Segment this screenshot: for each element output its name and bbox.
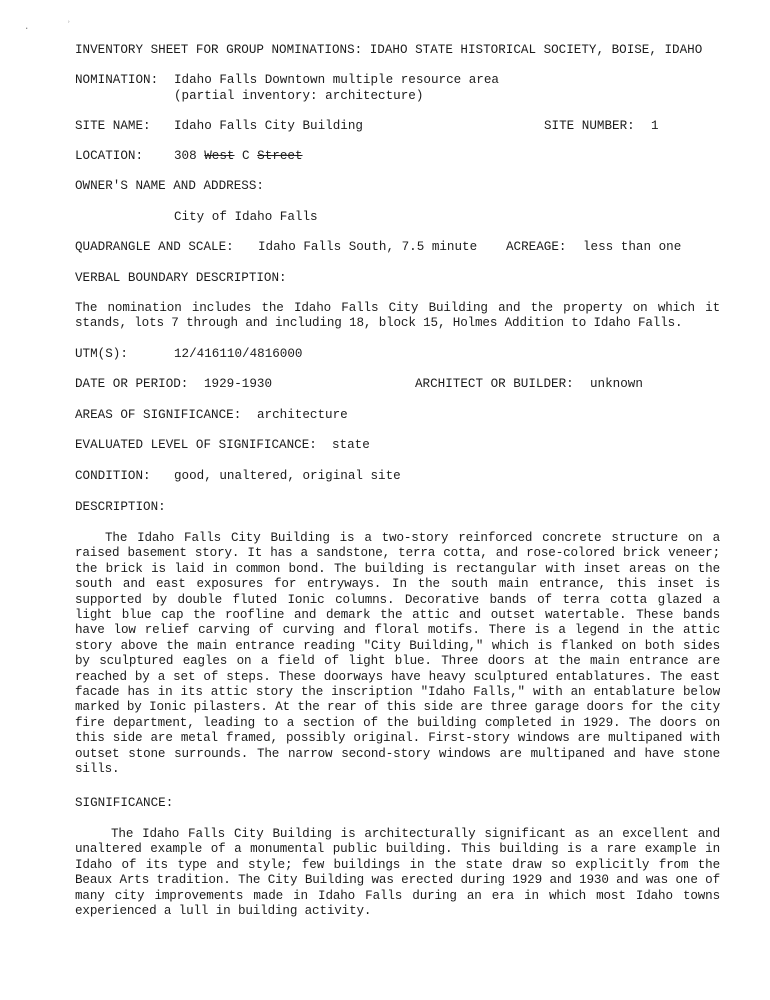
site-name-label: SITE NAME: bbox=[75, 119, 151, 133]
description-body: The Idaho Falls City Building is a two-story reinforced concrete structure on a raised basement story. It has a sandstone, terra cotta, and rose-colored brick veneer; the brick is laid in common bond. The building is rectangular with inset areas on the south and east exposures for entryways. In the south main entrance, this inset is supported by double fluted Ionic columns. Decorative bands of terra cotta glazed a light blue cap the roofline and demark the attic and outset watertable. These bands have low relief carving of curving and floral motifs. There is a legend in the attic story above the main entrance reading "City Building," which is flanked on both sides by sculptured eagles on a field of light blue. Three doors at the main entrance are reached by a set of steps. These doorways have heavy sculptured entablatures. The east facade has in its attic story the inscription "Idaho Falls," with an entablature below marked by Ionic pilasters. At the rear of this side are three garage doors for the city fire department, leading to a section of the building completed in 1929. The doors on this side are metal framed, possibly original. First-story windows are multipaned with outset stone surrounds. The narrow second-story windows are multipaned and have stone sills. bbox=[75, 531, 720, 777]
site-number-value: 1 bbox=[651, 119, 659, 133]
scan-mark: ˒ bbox=[66, 16, 72, 26]
location-label: LOCATION: bbox=[75, 149, 144, 163]
areas-value: architecture bbox=[257, 408, 348, 422]
scan-mark: · bbox=[24, 24, 30, 34]
acreage-label: ACREAGE: bbox=[506, 240, 567, 254]
architect-value: unknown bbox=[590, 377, 643, 391]
owner-label: OWNER'S NAME AND ADDRESS: bbox=[75, 179, 264, 193]
description-text bbox=[75, 531, 720, 778]
utm-label: UTM(S): bbox=[75, 347, 128, 361]
condition-value: good, unaltered, original site bbox=[174, 469, 401, 483]
location-value bbox=[174, 149, 303, 164]
quadrangle-value: Idaho Falls South, 7.5 minute bbox=[258, 240, 478, 254]
nomination-value-line2: (partial inventory: architecture) bbox=[174, 89, 424, 103]
boundary-label: VERBAL BOUNDARY DESCRIPTION: bbox=[75, 271, 287, 285]
site-name-value: Idaho Falls City Building bbox=[174, 119, 363, 133]
boundary-text: The nomination includes the Idaho Falls City Building and the property on which it stands, lots 7 through and including 18, block 15, Holmes Addition to Idaho Falls. bbox=[75, 301, 720, 331]
document-title: INVENTORY SHEET FOR GROUP NOMINATIONS: IDAHO STATE HISTORICAL SOCIETY, BOISE, IDAHO bbox=[75, 43, 703, 57]
utm-value: 12/416110/4816000 bbox=[174, 347, 303, 361]
evaluated-value: state bbox=[332, 438, 370, 452]
areas-label: AREAS OF SIGNIFICANCE: bbox=[75, 408, 242, 422]
significance-label: SIGNIFICANCE: bbox=[75, 796, 174, 810]
location-number: 308 bbox=[174, 149, 197, 163]
evaluated-label: EVALUATED LEVEL OF SIGNIFICANCE: bbox=[75, 438, 317, 452]
location-street: Street bbox=[257, 149, 303, 163]
description-label: DESCRIPTION: bbox=[75, 500, 166, 514]
nomination-label: NOMINATION: bbox=[75, 73, 159, 87]
owner-value: City of Idaho Falls bbox=[174, 210, 318, 224]
significance-body: The Idaho Falls City Building is architecturally significant as an excellent and unaltered example of a monumental public building. This building is a rare example in Idaho of its type and style; few buildings in the state draw so explicitly from the Beaux Arts tradition. The City Building was erected during 1929 and 1930 and was one of many city improvements made in Idaho Falls during an era in which most Idaho towns experienced a lull in building activity. bbox=[75, 827, 720, 919]
quadrangle-label: QUADRANGLE AND SCALE: bbox=[75, 240, 234, 254]
location-struck-word: West bbox=[204, 149, 235, 163]
acreage-value: less than one bbox=[583, 240, 682, 254]
site-number-label: SITE NUMBER: bbox=[544, 119, 635, 133]
architect-label: ARCHITECT OR BUILDER: bbox=[415, 377, 574, 391]
date-label: DATE OR PERIOD: bbox=[75, 377, 189, 391]
location-letter: C bbox=[242, 149, 250, 163]
nomination-value-line1: Idaho Falls Downtown multiple resource area bbox=[174, 73, 499, 87]
condition-label: CONDITION: bbox=[75, 469, 151, 483]
significance-text bbox=[75, 827, 720, 919]
date-value: 1929-1930 bbox=[204, 377, 273, 391]
